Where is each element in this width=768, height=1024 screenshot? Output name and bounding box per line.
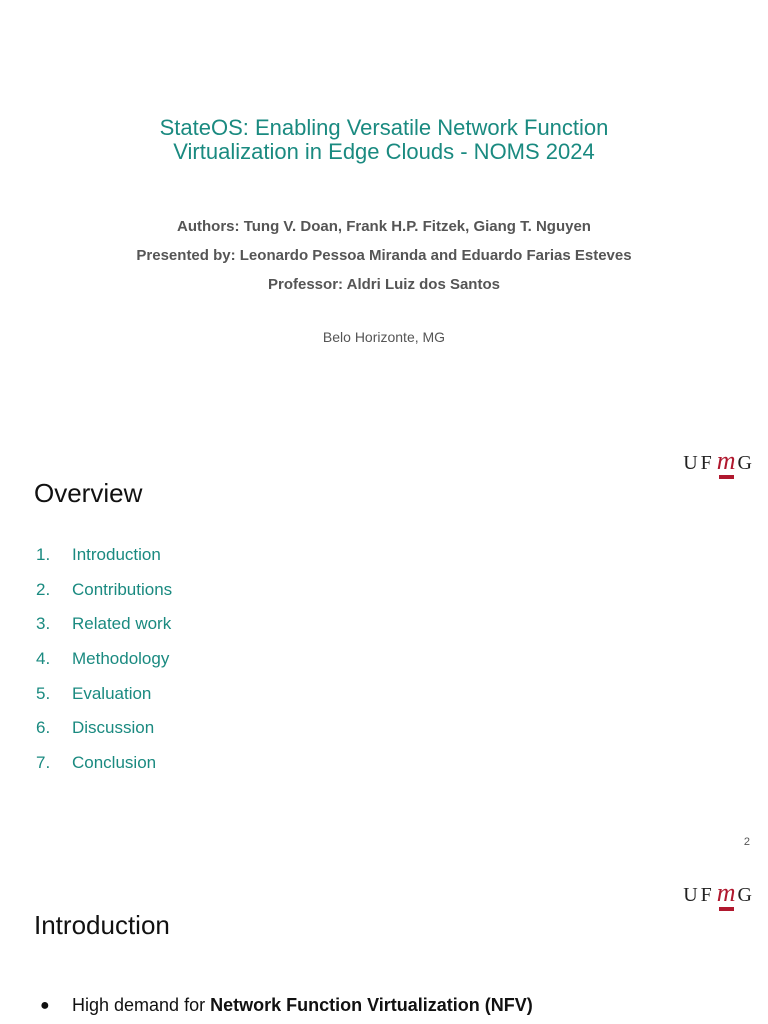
logo-text-m: m (716, 446, 736, 475)
list-item-number: 7. (36, 752, 51, 772)
list-item-label: Methodology (72, 649, 170, 669)
logo-text-left: UF (683, 884, 715, 906)
location-text: Belo Horizonte, MG (322, 329, 446, 345)
list-item-number: 5. (36, 683, 51, 703)
page-number: 2 (743, 836, 750, 848)
list-item-label: Evaluation (72, 683, 152, 703)
logo-text-left: UF (683, 452, 715, 474)
bullet-item (40, 995, 533, 1016)
bullet-text: High demand for (72, 995, 206, 1015)
title-slide (0, 0, 768, 432)
list-item-label: Conclusion (72, 752, 157, 772)
logo-text-m: m (716, 878, 736, 907)
logo-text-right: G (737, 884, 755, 906)
list-item-number: 6. (36, 718, 51, 738)
list-item-number: 1. (36, 545, 51, 565)
bullet-icon: ● (40, 996, 50, 1014)
list-item (36, 676, 172, 711)
list-item (36, 538, 172, 573)
list-item-label: Related work (72, 614, 172, 634)
list-item-label: Introduction (72, 545, 161, 565)
overview-slide (0, 432, 768, 864)
presenters-line: Presented by: Leonardo Pessoa Miranda and Eduardo Farias Esteves (136, 247, 632, 264)
list-item-number: 2. (36, 579, 51, 599)
overview-title: Overview (34, 478, 143, 508)
bullet-bold-text: Network Function Virtualization (NFV) (210, 995, 533, 1015)
ufmg-logo (665, 878, 755, 906)
title-line-1: StateOS: Enabling Versatile Network Function (159, 115, 609, 140)
list-item-number: 3. (36, 614, 51, 634)
list-item (36, 642, 172, 677)
list-item (36, 711, 172, 746)
professor-line: Professor: Aldri Luiz dos Santos (268, 276, 500, 293)
introduction-title: Introduction (34, 910, 170, 940)
list-item (36, 746, 172, 781)
title-line-2: Virtualization in Edge Clouds - NOMS 2024 (173, 139, 595, 164)
authors-line: Authors: Tung V. Doan, Frank H.P. Fitzek, Giang T. Nguyen (177, 218, 591, 235)
ufmg-logo (665, 446, 755, 474)
list-item-label: Discussion (72, 718, 155, 738)
introduction-slide (0, 864, 768, 1024)
overview-list (36, 538, 172, 780)
list-item-number: 4. (36, 649, 51, 669)
list-item (36, 573, 172, 608)
list-item (36, 607, 172, 642)
logo-text-right: G (737, 452, 755, 474)
presentation-title (84, 116, 684, 164)
list-item-label: Contributions (72, 579, 173, 599)
